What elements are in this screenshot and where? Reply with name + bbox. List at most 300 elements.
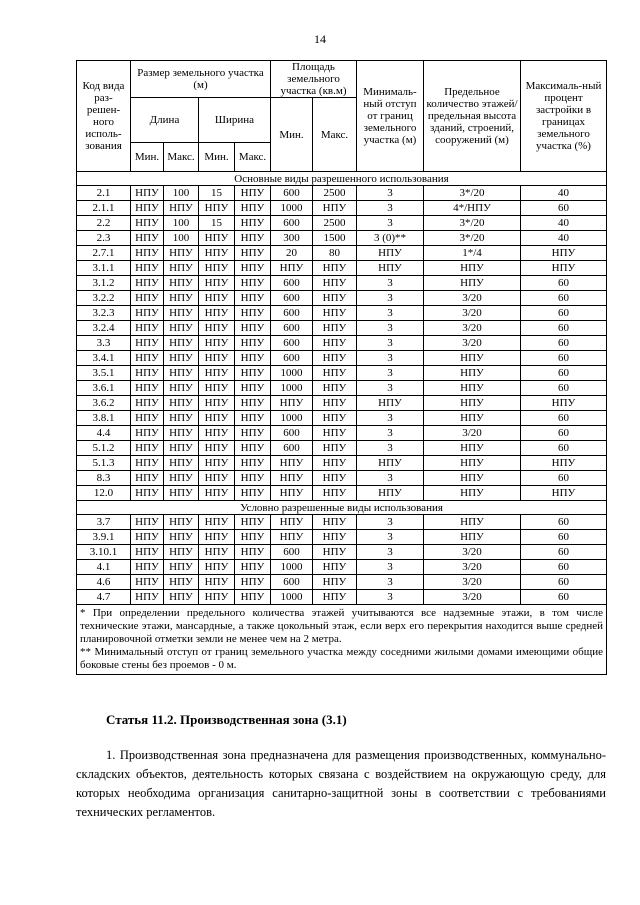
table-cell: НПУ	[235, 381, 271, 396]
table-cell: НПУ	[199, 575, 235, 590]
table-cell: НПУ	[131, 336, 164, 351]
table-cell: 1*/4	[424, 246, 521, 261]
table-cell: 3/20	[424, 291, 521, 306]
table-cell: НПУ	[131, 366, 164, 381]
table-cell: 3.8.1	[77, 411, 131, 426]
table-cell: НПУ	[235, 411, 271, 426]
table-cell: 4.1	[77, 560, 131, 575]
table-cell: НПУ	[164, 261, 199, 276]
table-cell: 2500	[313, 186, 357, 201]
table-cell: НПУ	[424, 411, 521, 426]
table-cell: НПУ	[199, 530, 235, 545]
table-cell: 600	[271, 351, 313, 366]
table-row	[77, 456, 607, 471]
table-cell: НПУ	[271, 456, 313, 471]
table-cell: НПУ	[271, 396, 313, 411]
table-cell: НПУ	[235, 201, 271, 216]
table-cell: НПУ	[271, 530, 313, 545]
table-cell: 600	[271, 306, 313, 321]
table-cell: НПУ	[313, 515, 357, 530]
page-number: 14	[314, 32, 326, 46]
table-cell: НПУ	[199, 515, 235, 530]
table-cell: НПУ	[164, 321, 199, 336]
table-cell: НПУ	[199, 306, 235, 321]
table-cell: 60	[521, 381, 607, 396]
table-cell: 1000	[271, 381, 313, 396]
table-cell: НПУ	[199, 560, 235, 575]
header-width: Ширина	[199, 98, 271, 143]
table-cell: НПУ	[164, 426, 199, 441]
table-cell: НПУ	[313, 321, 357, 336]
table-cell: НПУ	[424, 456, 521, 471]
table-cell: НПУ	[199, 201, 235, 216]
table-cell: НПУ	[164, 276, 199, 291]
table-cell: НПУ	[131, 216, 164, 231]
table-cell: 100	[164, 216, 199, 231]
table-cell: 60	[521, 530, 607, 545]
table-cell: 600	[271, 186, 313, 201]
table-row	[77, 515, 607, 530]
table-cell: 3	[357, 560, 424, 575]
table-cell: НПУ	[235, 366, 271, 381]
table-cell: НПУ	[313, 590, 357, 605]
table-cell: НПУ	[235, 276, 271, 291]
table-cell: 4*/НПУ	[424, 201, 521, 216]
table-cell: НПУ	[357, 261, 424, 276]
table-cell: 1000	[271, 201, 313, 216]
table-cell: НПУ	[313, 306, 357, 321]
table-row	[77, 291, 607, 306]
table-cell: 3	[357, 471, 424, 486]
table-cell: 60	[521, 471, 607, 486]
header-code: Код вида раз-решен-ного исполь-зования	[77, 61, 131, 172]
table-cell: НПУ	[164, 590, 199, 605]
table-cell: НПУ	[199, 471, 235, 486]
table-cell: 600	[271, 276, 313, 291]
table-row	[77, 530, 607, 545]
table-cell: НПУ	[199, 351, 235, 366]
table-cell: 3	[357, 426, 424, 441]
table-cell: НПУ	[164, 530, 199, 545]
table-cell: 2.1.1	[77, 201, 131, 216]
table-cell: НПУ	[199, 366, 235, 381]
table-cell: НПУ	[313, 575, 357, 590]
table-cell: НПУ	[131, 411, 164, 426]
table-cell: НПУ	[199, 291, 235, 306]
table-cell: 60	[521, 560, 607, 575]
table-cell: НПУ	[199, 396, 235, 411]
table-cell: НПУ	[131, 560, 164, 575]
table-cell: НПУ	[235, 231, 271, 246]
article-heading: Статья 11.2. Производственная зона (3.1)	[106, 712, 347, 727]
table-cell: НПУ	[131, 530, 164, 545]
table-notes	[77, 605, 607, 675]
table-cell: 3	[357, 590, 424, 605]
table-cell: 3*/20	[424, 216, 521, 231]
table-cell: НПУ	[313, 456, 357, 471]
table-cell: 3/20	[424, 336, 521, 351]
table-row	[77, 216, 607, 231]
table-cell: 60	[521, 276, 607, 291]
table-cell: 3.2.4	[77, 321, 131, 336]
table-cell: НПУ	[199, 246, 235, 261]
table-row	[77, 381, 607, 396]
table-cell: НПУ	[199, 381, 235, 396]
table-row	[77, 366, 607, 381]
table-cell: 3.1.2	[77, 276, 131, 291]
table-cell: 2.7.1	[77, 246, 131, 261]
table-cell: 3	[357, 186, 424, 201]
table-cell: НПУ	[235, 216, 271, 231]
table-row	[77, 396, 607, 411]
table-cell: 3/20	[424, 426, 521, 441]
table-cell: 60	[521, 321, 607, 336]
table-cell: 3	[357, 321, 424, 336]
table-cell: НПУ	[235, 351, 271, 366]
table-cell: 8.3	[77, 471, 131, 486]
table-cell: НПУ	[131, 471, 164, 486]
table-cell: НПУ	[313, 426, 357, 441]
table-cell: НПУ	[164, 515, 199, 530]
table-cell: НПУ	[164, 486, 199, 501]
table-cell: НПУ	[235, 575, 271, 590]
table-row	[77, 471, 607, 486]
table-cell: 3.4.1	[77, 351, 131, 366]
table-cell: НПУ	[131, 575, 164, 590]
header-max-coverage: Максималь-ный процент застройки в границах земельного участка (%)	[521, 61, 607, 172]
header-width-min: Мин.	[199, 143, 235, 172]
table-cell: 5.1.3	[77, 456, 131, 471]
table-row	[77, 261, 607, 276]
table-cell: НПУ	[164, 545, 199, 560]
table-cell: 3	[357, 411, 424, 426]
table-cell: НПУ	[199, 590, 235, 605]
table-cell: 80	[313, 246, 357, 261]
table-cell: НПУ	[235, 441, 271, 456]
header-length-max: Макс.	[164, 143, 199, 172]
table-cell: НПУ	[313, 366, 357, 381]
table-cell: НПУ	[131, 261, 164, 276]
table-cell: НПУ	[313, 471, 357, 486]
table-cell: НПУ	[131, 351, 164, 366]
table-row	[77, 351, 607, 366]
table-row	[77, 201, 607, 216]
table-cell: НПУ	[271, 471, 313, 486]
table-cell: 4.7	[77, 590, 131, 605]
table-cell: НПУ	[131, 321, 164, 336]
table-cell: НПУ	[199, 426, 235, 441]
table-cell: 600	[271, 216, 313, 231]
table-cell: НПУ	[131, 201, 164, 216]
table-cell: НПУ	[424, 276, 521, 291]
table-cell: 3.6.1	[77, 381, 131, 396]
table-cell: НПУ	[131, 291, 164, 306]
table-cell: 600	[271, 291, 313, 306]
table-cell: НПУ	[131, 396, 164, 411]
table-cell: НПУ	[424, 471, 521, 486]
table-cell: 3.6.2	[77, 396, 131, 411]
table-cell: 3/20	[424, 306, 521, 321]
table-row	[77, 336, 607, 351]
table-cell: НПУ	[164, 336, 199, 351]
table-cell: 3.2.2	[77, 291, 131, 306]
table-cell: 60	[521, 441, 607, 456]
table-row	[77, 246, 607, 261]
table-cell: НПУ	[313, 276, 357, 291]
table-cell: 3	[357, 306, 424, 321]
table-cell: 60	[521, 201, 607, 216]
table-cell: НПУ	[313, 351, 357, 366]
header-min-setback: Минималь-ный отступ от границ земельного участка (м)	[357, 61, 424, 172]
header-max-floors: Предельное количество этажей/ предельная высота зданий, строений, сооружений (м)	[424, 61, 521, 172]
zoning-parameters-table	[76, 60, 607, 675]
table-cell: 1000	[271, 590, 313, 605]
table-cell: 300	[271, 231, 313, 246]
table-cell: 1000	[271, 366, 313, 381]
header-length-min: Мин.	[131, 143, 164, 172]
table-cell: НПУ	[164, 396, 199, 411]
table-cell: 1000	[271, 560, 313, 575]
table-cell: 600	[271, 441, 313, 456]
table-cell: НПУ	[199, 231, 235, 246]
table-cell: НПУ	[131, 545, 164, 560]
table-row	[77, 186, 607, 201]
table-cell: НПУ	[235, 291, 271, 306]
table-cell: НПУ	[164, 366, 199, 381]
table-cell: 3.10.1	[77, 545, 131, 560]
table-cell: 3	[357, 381, 424, 396]
note-floors: * При определении предельного количества этажей учитываются все надземные этажи, в том числе технические этажи, мансардные, а также цокольный этаж, если верх его перекрытия находится выше средней планировочной отметки земли не менее чем на 2 метра.	[80, 607, 603, 645]
table-cell: НПУ	[235, 486, 271, 501]
table-cell: 40	[521, 231, 607, 246]
table-cell: НПУ	[521, 261, 607, 276]
table-cell: НПУ	[313, 411, 357, 426]
section-title: Условно разрешенные виды использования	[77, 501, 607, 515]
table-cell: 3	[357, 336, 424, 351]
table-cell: 60	[521, 351, 607, 366]
table-cell: 600	[271, 321, 313, 336]
table-cell: 15	[199, 186, 235, 201]
table-cell: 3	[357, 575, 424, 590]
table-cell: 5.1.2	[77, 441, 131, 456]
note-setback: ** Минимальный отступ от границ земельного участка между соседними жилыми домами имеющими общие боковые стены без проемов - 0 м.	[80, 646, 603, 671]
table-cell: НПУ	[424, 351, 521, 366]
table-cell: 60	[521, 411, 607, 426]
table-cell: 3	[357, 276, 424, 291]
table-cell: НПУ	[164, 291, 199, 306]
table-cell: НПУ	[131, 486, 164, 501]
table-cell: 60	[521, 545, 607, 560]
table-cell: 60	[521, 426, 607, 441]
table-cell: 60	[521, 575, 607, 590]
table-cell: 60	[521, 291, 607, 306]
table-cell: 3	[357, 441, 424, 456]
table-cell: 3	[357, 515, 424, 530]
table-cell: НПУ	[164, 471, 199, 486]
table-cell: НПУ	[164, 306, 199, 321]
table-cell: НПУ	[357, 456, 424, 471]
table-cell: НПУ	[313, 560, 357, 575]
table-cell: НПУ	[313, 530, 357, 545]
table-cell: 2500	[313, 216, 357, 231]
table-cell: НПУ	[313, 396, 357, 411]
table-cell: 60	[521, 366, 607, 381]
table-cell: 60	[521, 515, 607, 530]
header-plot-size: Размер земельного участка (м)	[131, 61, 271, 98]
table-row	[77, 545, 607, 560]
table-cell: НПУ	[131, 246, 164, 261]
table-cell: 3 (0)**	[357, 231, 424, 246]
table-row	[77, 276, 607, 291]
table-cell: НПУ	[199, 545, 235, 560]
table-cell: НПУ	[164, 456, 199, 471]
table-cell: 3*/20	[424, 231, 521, 246]
table-cell: НПУ	[235, 336, 271, 351]
table-cell: НПУ	[164, 560, 199, 575]
table-cell: НПУ	[235, 590, 271, 605]
table-cell: 3.2.3	[77, 306, 131, 321]
table-cell: 3/20	[424, 321, 521, 336]
table-cell: НПУ	[199, 456, 235, 471]
table-body	[77, 172, 607, 605]
table-cell: НПУ	[131, 186, 164, 201]
table-cell: 3	[357, 351, 424, 366]
table-cell: НПУ	[424, 530, 521, 545]
table-cell: 3.3	[77, 336, 131, 351]
table-cell: НПУ	[235, 321, 271, 336]
header-area: Площадь земельного участка (кв.м)	[271, 61, 357, 98]
table-cell: НПУ	[164, 201, 199, 216]
table-cell: 600	[271, 545, 313, 560]
table-cell: НПУ	[424, 486, 521, 501]
table-row	[77, 321, 607, 336]
table-cell: НПУ	[313, 291, 357, 306]
header-length: Длина	[131, 98, 199, 143]
table-cell: НПУ	[521, 396, 607, 411]
table-cell: НПУ	[521, 246, 607, 261]
table-cell: НПУ	[131, 515, 164, 530]
table-cell: НПУ	[357, 486, 424, 501]
table-cell: НПУ	[164, 381, 199, 396]
table-cell: 100	[164, 186, 199, 201]
table-cell: НПУ	[235, 560, 271, 575]
table-cell: НПУ	[131, 381, 164, 396]
table-cell: 100	[164, 231, 199, 246]
table-cell: 3.5.1	[77, 366, 131, 381]
table-cell: НПУ	[235, 426, 271, 441]
table-cell: НПУ	[131, 306, 164, 321]
table-cell: НПУ	[424, 396, 521, 411]
table-cell: НПУ	[235, 186, 271, 201]
table-cell: НПУ	[164, 575, 199, 590]
table-cell: НПУ	[521, 486, 607, 501]
table-cell: 1000	[271, 411, 313, 426]
table-cell: НПУ	[235, 530, 271, 545]
table-cell: НПУ	[271, 515, 313, 530]
table-cell: НПУ	[131, 231, 164, 246]
table-row	[77, 411, 607, 426]
table-cell: НПУ	[131, 441, 164, 456]
table-cell: 1500	[313, 231, 357, 246]
table-cell: НПУ	[313, 261, 357, 276]
table-cell: НПУ	[313, 486, 357, 501]
table-cell: НПУ	[424, 441, 521, 456]
table-cell: НПУ	[271, 261, 313, 276]
table-cell: 60	[521, 590, 607, 605]
table-cell: 3/20	[424, 545, 521, 560]
table-cell: 20	[271, 246, 313, 261]
table-cell: НПУ	[424, 366, 521, 381]
table-cell: 3.1.1	[77, 261, 131, 276]
table-cell: 15	[199, 216, 235, 231]
table-cell: НПУ	[235, 456, 271, 471]
table-cell: НПУ	[199, 261, 235, 276]
table-cell: 40	[521, 216, 607, 231]
table-cell: НПУ	[164, 246, 199, 261]
table-cell: НПУ	[235, 396, 271, 411]
table-cell: НПУ	[313, 336, 357, 351]
table-cell: 2.2	[77, 216, 131, 231]
table-cell: НПУ	[357, 396, 424, 411]
table-cell: НПУ	[199, 486, 235, 501]
article-paragraph: 1. Производственная зона предназначена для размещения производственных, коммунально-складских объектов, деятельность которых связана с воздействием на окружающую среду, для которых необходима организация санитарно-защитной зоны в соответствии с требованиями технических регламентов.	[76, 748, 606, 819]
table-row	[77, 575, 607, 590]
table-cell: 3*/20	[424, 186, 521, 201]
table-cell: 3	[357, 366, 424, 381]
table-cell: 3/20	[424, 575, 521, 590]
table-cell: 3.7	[77, 515, 131, 530]
table-cell: НПУ	[164, 441, 199, 456]
table-cell: НПУ	[235, 261, 271, 276]
table-row	[77, 486, 607, 501]
table-cell: 4.6	[77, 575, 131, 590]
table-cell: НПУ	[199, 411, 235, 426]
table-cell: НПУ	[199, 336, 235, 351]
table-cell: НПУ	[199, 441, 235, 456]
table-cell: НПУ	[424, 515, 521, 530]
table-cell: НПУ	[235, 515, 271, 530]
table-cell: 12.0	[77, 486, 131, 501]
table-cell: 3.9.1	[77, 530, 131, 545]
table-cell: НПУ	[313, 201, 357, 216]
header-area-max: Макс.	[313, 98, 357, 172]
header-width-max: Макс.	[235, 143, 271, 172]
table-cell: 3/20	[424, 560, 521, 575]
table-cell: 2.1	[77, 186, 131, 201]
table-cell: НПУ	[131, 426, 164, 441]
table-cell: 3	[357, 530, 424, 545]
table-cell: НПУ	[199, 321, 235, 336]
table-cell: НПУ	[313, 545, 357, 560]
table-cell: 4.4	[77, 426, 131, 441]
table-cell: НПУ	[235, 545, 271, 560]
table-cell: НПУ	[164, 351, 199, 366]
table-cell: НПУ	[131, 276, 164, 291]
table-row	[77, 441, 607, 456]
header-area-min: Мин.	[271, 98, 313, 172]
table-cell: 3	[357, 545, 424, 560]
table-cell: НПУ	[235, 471, 271, 486]
table-cell: НПУ	[357, 246, 424, 261]
table-cell: 40	[521, 186, 607, 201]
table-cell: НПУ	[164, 411, 199, 426]
table-cell: 600	[271, 426, 313, 441]
table-cell: НПУ	[313, 441, 357, 456]
table-cell: 3/20	[424, 590, 521, 605]
table-cell: НПУ	[313, 381, 357, 396]
table-cell: 3	[357, 291, 424, 306]
table-cell: НПУ	[131, 590, 164, 605]
